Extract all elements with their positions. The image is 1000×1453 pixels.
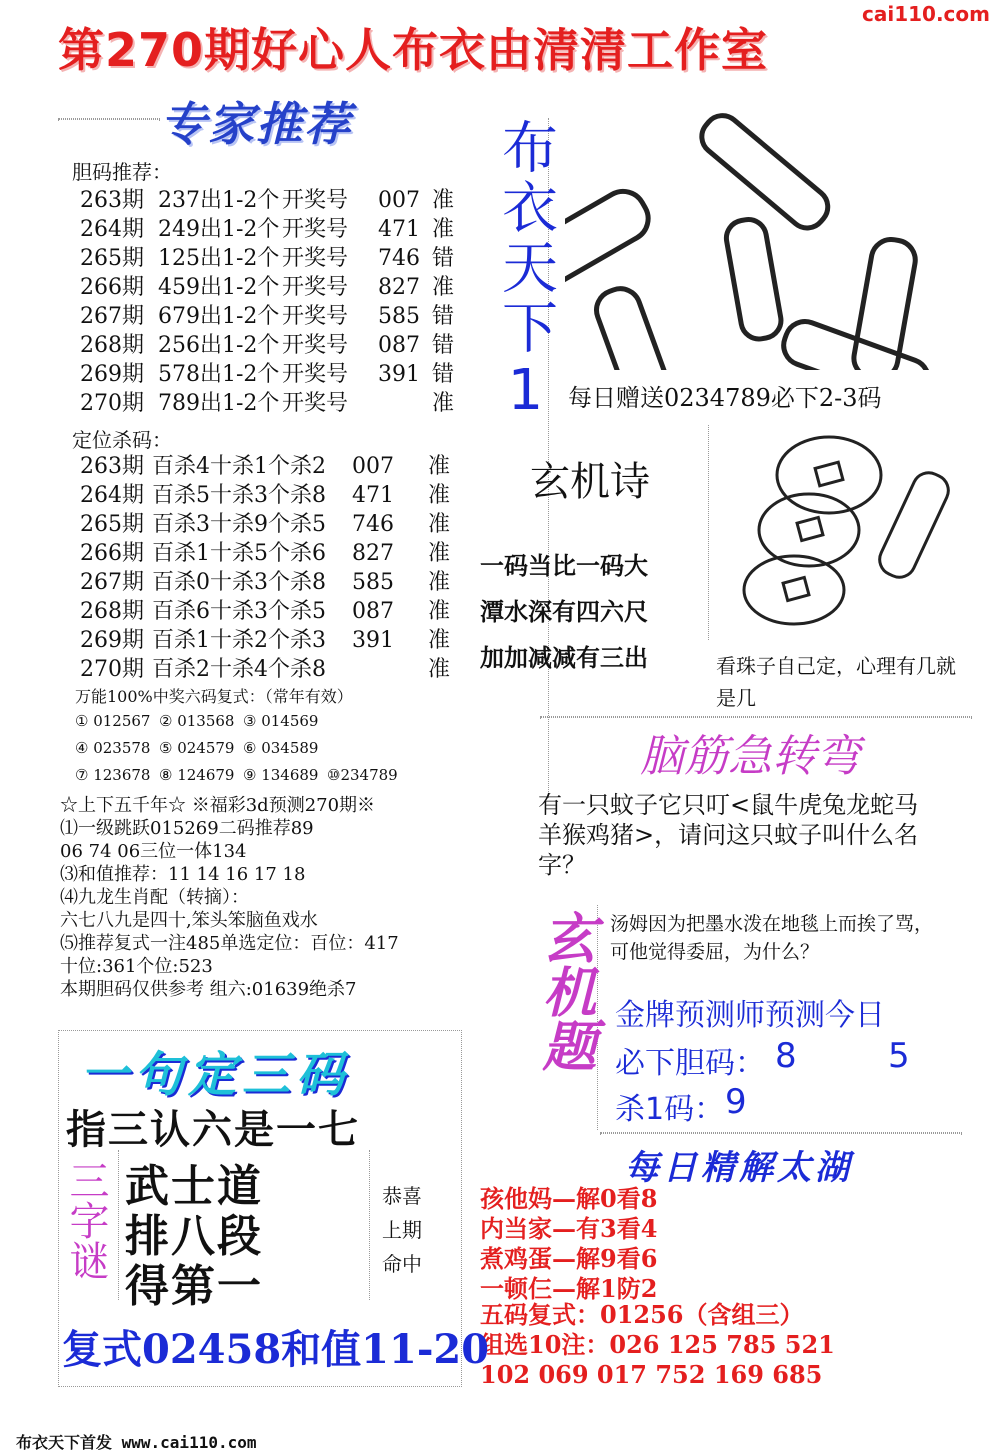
dan-cell: 746: [378, 246, 420, 271]
dan-cell: 错: [432, 304, 455, 329]
gold-kill: 9: [725, 1082, 747, 1122]
dan-cell: 开奖号: [282, 246, 349, 271]
xuanji-poem-title: 玄机诗: [530, 459, 650, 505]
combo-item: ⑨ 134689: [243, 766, 319, 784]
dan-cell: 开奖号: [282, 275, 349, 300]
dan-row: [80, 389, 472, 418]
sentence-text: 指三认六是一七: [66, 1107, 360, 1153]
buyi-vertical-title: 布衣天下1: [493, 118, 558, 427]
kill-row: [80, 655, 468, 684]
dan-cell: 265期: [80, 246, 144, 271]
kill-cell: 263期: [80, 454, 144, 479]
kill-cell: 270期: [80, 657, 144, 682]
riddle-line-1: 武士道: [125, 1161, 263, 1212]
kill-cell: 准: [428, 570, 451, 595]
page-title: 第270期好心人布衣由清清工作室: [58, 23, 769, 77]
dan-label: 胆码推荐：: [72, 160, 172, 184]
kill-cell: 百杀1十杀2个杀3: [152, 628, 326, 653]
combo-title: 万能100%中奖六码复式：（常年有效）: [75, 687, 353, 706]
combo-item: ③ 014569: [243, 712, 319, 730]
kill-cell: 269期: [80, 628, 144, 653]
dan-cell: 开奖号: [282, 391, 349, 416]
kill-cell: 266期: [80, 541, 144, 566]
dan-row: [80, 215, 472, 244]
history-line: ⑴一级跳跃015269二码推荐89: [60, 818, 314, 839]
kill-cell: 585: [352, 570, 394, 595]
kill-cell: 百杀1十杀5个杀6: [152, 541, 326, 566]
site-logo-text: cai110.com: [862, 2, 990, 26]
group10-line-1: 组选10注：026 125 785 521: [480, 1330, 835, 1359]
combo-item: ⑤ 024579: [159, 739, 235, 757]
kill-row: [80, 539, 468, 568]
group10-line-2: 102 069 017 752 169 685: [480, 1360, 823, 1389]
gold-dan-2: 5: [888, 1036, 910, 1076]
dan-cell: 087: [378, 333, 420, 358]
kill-cell: 准: [428, 483, 451, 508]
kill-cell: 268期: [80, 599, 144, 624]
dan-cell: 264期: [80, 217, 144, 242]
history-line: ☆上下五千年☆ ※福彩3d预测270期※: [60, 795, 376, 816]
dan-row: [80, 360, 472, 389]
dan-row: [80, 186, 472, 215]
dan-cell: 准: [432, 275, 455, 300]
dan-cell: 249出1-2个: [158, 217, 280, 242]
kill-cell: 百杀5十杀3个杀8: [152, 483, 326, 508]
dan-cell: 267期: [80, 304, 144, 329]
dan-table: [80, 186, 472, 418]
kill-cell: 准: [428, 454, 451, 479]
five-code: 五码复式：01256（含组三）: [480, 1300, 804, 1329]
kill-cell: 准: [428, 541, 451, 566]
footer: 布衣天下首发 www.cai110.com: [16, 1433, 257, 1452]
dan-cell: 开奖号: [282, 362, 349, 387]
dan-cell: 391: [378, 362, 420, 387]
kill-cell: 百杀0十杀3个杀8: [152, 570, 326, 595]
history-line: ⑶和值推荐：11 14 16 17 18: [60, 864, 306, 885]
dan-cell: 开奖号: [282, 333, 349, 358]
kill-cell: 827: [352, 541, 394, 566]
dan-row: [80, 331, 472, 360]
history-line: 十位:361个位:523: [60, 956, 213, 977]
history-line: 本期胆码仅供参考 组六:01639绝杀7: [60, 979, 357, 1000]
taihu-line-3: 煮鸡蛋—解9看6: [480, 1244, 658, 1273]
tom-question: 汤姆因为把墨水泼在地毯上而挨了骂，可他觉得委屈，为什么？: [610, 913, 934, 963]
expert-panel-top-border: [58, 118, 160, 120]
kill-cell: 准: [428, 512, 451, 537]
chopsticks-illustration: [565, 90, 945, 370]
kill-cell: 百杀3十杀9个杀5: [152, 512, 326, 537]
dan-cell: 准: [432, 188, 455, 213]
gold-dan-1: 8: [775, 1036, 797, 1076]
kill-cell: 百杀6十杀3个杀5: [152, 599, 326, 624]
kill-cell: 百杀4十杀1个杀2: [152, 454, 326, 479]
dan-cell: 471: [378, 217, 420, 242]
history-box: [60, 794, 399, 1001]
xuanji-ti-title: 玄机题: [534, 910, 598, 1072]
combo-item: ④ 023578: [75, 739, 151, 757]
dan-cell: 开奖号: [282, 188, 349, 213]
dan-cell: 266期: [80, 275, 144, 300]
kill-row: [80, 510, 468, 539]
combo-row: [75, 735, 411, 762]
daily-gift: 每日赠送0234789必下2-3码: [568, 384, 882, 412]
brain-teaser-question: 有一只蚊子它只叮<鼠牛虎兔龙蛇马羊猴鸡猪>，请问这只蚊子叫什么名字？: [538, 791, 919, 879]
kill-cell: 007: [352, 454, 394, 479]
dan-row: [80, 244, 472, 273]
kill-row: [80, 626, 468, 655]
riddle-line-3: 得第一: [125, 1261, 263, 1312]
kill-cell: 471: [352, 483, 394, 508]
dan-cell: 459出1-2个: [158, 275, 280, 300]
poem-line-3: 加加减减有三出: [480, 644, 648, 672]
gold-dan-label: 必下胆码：: [615, 1046, 765, 1081]
kill-cell: 087: [352, 599, 394, 624]
combo-list: [75, 708, 411, 789]
dan-cell: 263期: [80, 188, 144, 213]
taihu-line-2: 内当家—有3看4: [480, 1214, 658, 1243]
dan-cell: 270期: [80, 391, 144, 416]
dan-cell: 125出1-2个: [158, 246, 280, 271]
combo-item: ② 013568: [159, 712, 235, 730]
kill-cell: 准: [428, 628, 451, 653]
three-char-riddle-label: 三字谜: [63, 1160, 109, 1280]
dan-cell: 578出1-2个: [158, 362, 280, 387]
gold-kill-label: 杀1码：: [615, 1092, 725, 1127]
kill-cell: 265期: [80, 512, 144, 537]
poem-line-2: 潭水深有四六尺: [480, 598, 648, 626]
dan-cell: 007: [378, 188, 420, 213]
brain-divider: [540, 716, 972, 718]
history-line: ⑷九龙生肖配（转摘）：: [60, 887, 249, 908]
kill-cell: 391: [352, 628, 394, 653]
dan-cell: 237出1-2个: [158, 188, 280, 213]
chopsticks-picture: [565, 90, 945, 370]
sentence-title: 一句定三码: [80, 1047, 351, 1103]
kill-cell: 267期: [80, 570, 144, 595]
coin-caption: 看珠子自己定，心理有几就是几: [716, 654, 956, 710]
fushi-line: 复式02458和值11-20: [62, 1326, 490, 1373]
congrats-3: 命中: [382, 1252, 422, 1276]
kill-cell: 百杀2十杀4个杀8: [152, 657, 326, 682]
combo-item: ⑩234789: [327, 766, 398, 784]
kill-cell: 264期: [80, 483, 144, 508]
taihu-line-4: 一顿仨—解1防2: [480, 1274, 658, 1303]
dan-row: [80, 302, 472, 331]
coins-panel: [708, 425, 964, 640]
kill-row: [80, 452, 468, 481]
dan-cell: 开奖号: [282, 217, 349, 242]
kill-row: [80, 568, 468, 597]
dan-cell: 准: [432, 217, 455, 242]
combo-item: ⑧ 124679: [159, 766, 235, 784]
kill-cell: 746: [352, 512, 394, 537]
combo-row: [75, 708, 411, 735]
combo-item: ⑦ 123678: [75, 766, 151, 784]
kill-cell: 准: [428, 657, 451, 682]
congrats-2: 上期: [382, 1218, 422, 1242]
kill-table: [80, 452, 468, 684]
dan-cell: 268期: [80, 333, 144, 358]
dan-cell: 开奖号: [282, 304, 349, 329]
history-line: 六七八九是四十,笨头笨脑鱼戏水: [60, 910, 318, 931]
kill-row: [80, 481, 468, 510]
taihu-title: 每日精解太湖: [625, 1148, 853, 1188]
brain-teaser-title: 脑筋急转弯: [640, 731, 860, 782]
dan-cell: 256出1-2个: [158, 333, 280, 358]
poem-line-1: 一码当比一码大: [480, 552, 648, 580]
dan-row: [80, 273, 472, 302]
riddle-line-2: 排八段: [125, 1211, 263, 1262]
dan-cell: 错: [432, 362, 455, 387]
dan-cell: 585: [378, 304, 420, 329]
dan-cell: 错: [432, 333, 455, 358]
dan-cell: 269期: [80, 362, 144, 387]
kill-label: 定位杀码：: [72, 428, 172, 452]
dan-cell: 827: [378, 275, 420, 300]
coins-illustration: [709, 425, 959, 635]
congrats-1: 恭喜: [382, 1184, 422, 1208]
taihu-divider: [600, 1132, 962, 1134]
combo-item: ⑥ 034589: [243, 739, 319, 757]
dan-cell: 错: [432, 246, 455, 271]
dan-cell: 789出1-2个: [158, 391, 280, 416]
kill-cell: 准: [428, 599, 451, 624]
history-line: ⑸推荐复式一注485单选定位：百位：417: [60, 933, 399, 954]
dan-cell: 679出1-2个: [158, 304, 280, 329]
gold-line-1: 金牌预测师预测今日: [615, 998, 885, 1033]
dan-cell: 准: [432, 391, 455, 416]
expert-recommend-heading: 专家推荐: [160, 97, 352, 151]
taihu-line-1: 孩他妈—解0看8: [480, 1184, 658, 1213]
combo-row: [75, 762, 411, 789]
history-line: 06 74 06三位一体134: [60, 841, 247, 862]
combo-item: ① 012567: [75, 712, 151, 730]
kill-row: [80, 597, 468, 626]
